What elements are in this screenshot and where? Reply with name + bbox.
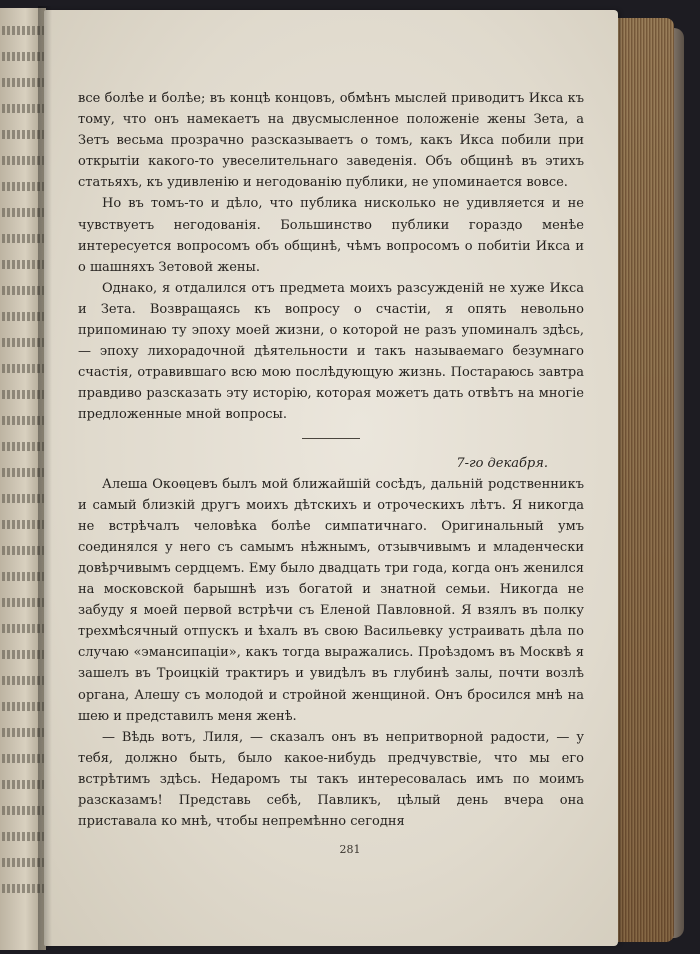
page-block-edges	[614, 18, 674, 942]
gutter-shadow	[38, 6, 52, 950]
paragraph: Алеша Окоѳцевъ былъ мой ближайшій сосѣдъ, дальній родственникъ и самый близкій другъ моихъ дѣтскихъ и отроческихъ лѣтъ. Я никогда не встрѣчалъ человѣка болѣе симпатичнаго. Оригинальный умъ соединялся у него съ самымъ нѣжнымъ, отзывчивымъ и младенчески довѣрчивымъ сердцемъ. Ему было двадцать три года, когда онъ женился на московской барышнѣ изъ богатой и знатной семьи. Никогда не забуду я моей первой встрѣчи съ Еленой Павловной. Я взялъ въ полку трехмѣсячный отпускъ и ѣхалъ въ свою Васильевку устраивать дѣла по случаю «эмансипаціи», какъ тогда выражались. Проѣздомъ въ Москвѣ я зашелъ въ Троицкій трактиръ и увидѣлъ въ глубинѣ залы, почти возлѣ органа, Алешу съ молодой и стройной женщиной. Онъ бросился мнѣ на шею и представилъ меня женѣ.	[78, 476, 584, 724]
paragraph: Однако, я отдалился отъ предмета моихъ разсужденій не хуже Икса и Зета. Возвращаясь къ вопросу о счастіи, я опять невольно припоминаю ту эпоху моей жизни, о которой не разъ упоминалъ здѣсь, — эпоху лихорадочной дѣятельности и такъ называемаго безумнаго счастія, отравившаго всю мою послѣдующую жизнь. Постараюсь завтра правдиво разсказать эту исторію, которая можетъ дать отвѣтъ на многіе предложенные мной вопросы.	[78, 280, 584, 423]
dateline: 7-го декабря.	[456, 455, 548, 471]
paragraph: Но въ томъ-то и дѣло, что публика нисколько не удивляется и не чувствуетъ негодованія. Большинство публики гораздо менѣе интересуется вопросомъ объ общинѣ, чѣмъ вопросомъ о побитіи Икса и о шашняхъ Зетовой жены.	[78, 196, 584, 275]
paragraph: все болѣе и болѣе; въ концѣ концовъ, обмѣнъ мыслей приводитъ Икса къ тому, что онъ намекаетъ на двусмысленное положеніе жены Зета, а Зетъ весьма прозрачно разсказываетъ о томъ, какъ Икса побили при открытіи какого-то увеселительнаго заведенія. Объ общинѣ въ этихъ статьяхъ, къ удивленію и негодованію публики, не упоминается вовсе.	[78, 91, 584, 191]
page-number: 281	[339, 843, 361, 856]
page-text	[78, 88, 584, 832]
paragraph: — Вѣдь вотъ, Лиля, — сказалъ онъ въ непритворной радости, — у тебя, должно быть, было какое-нибудь предчувствіе, что мы его встрѣтимъ здѣсь. Недаромъ ты такъ интересовалась имъ по моимъ разсказамъ! Представь себѣ, Павликъ, цѣлый день вчера она приставала ко мнѣ, чтобы непремѣнно сегодня	[78, 729, 584, 830]
section-divider	[302, 438, 360, 439]
